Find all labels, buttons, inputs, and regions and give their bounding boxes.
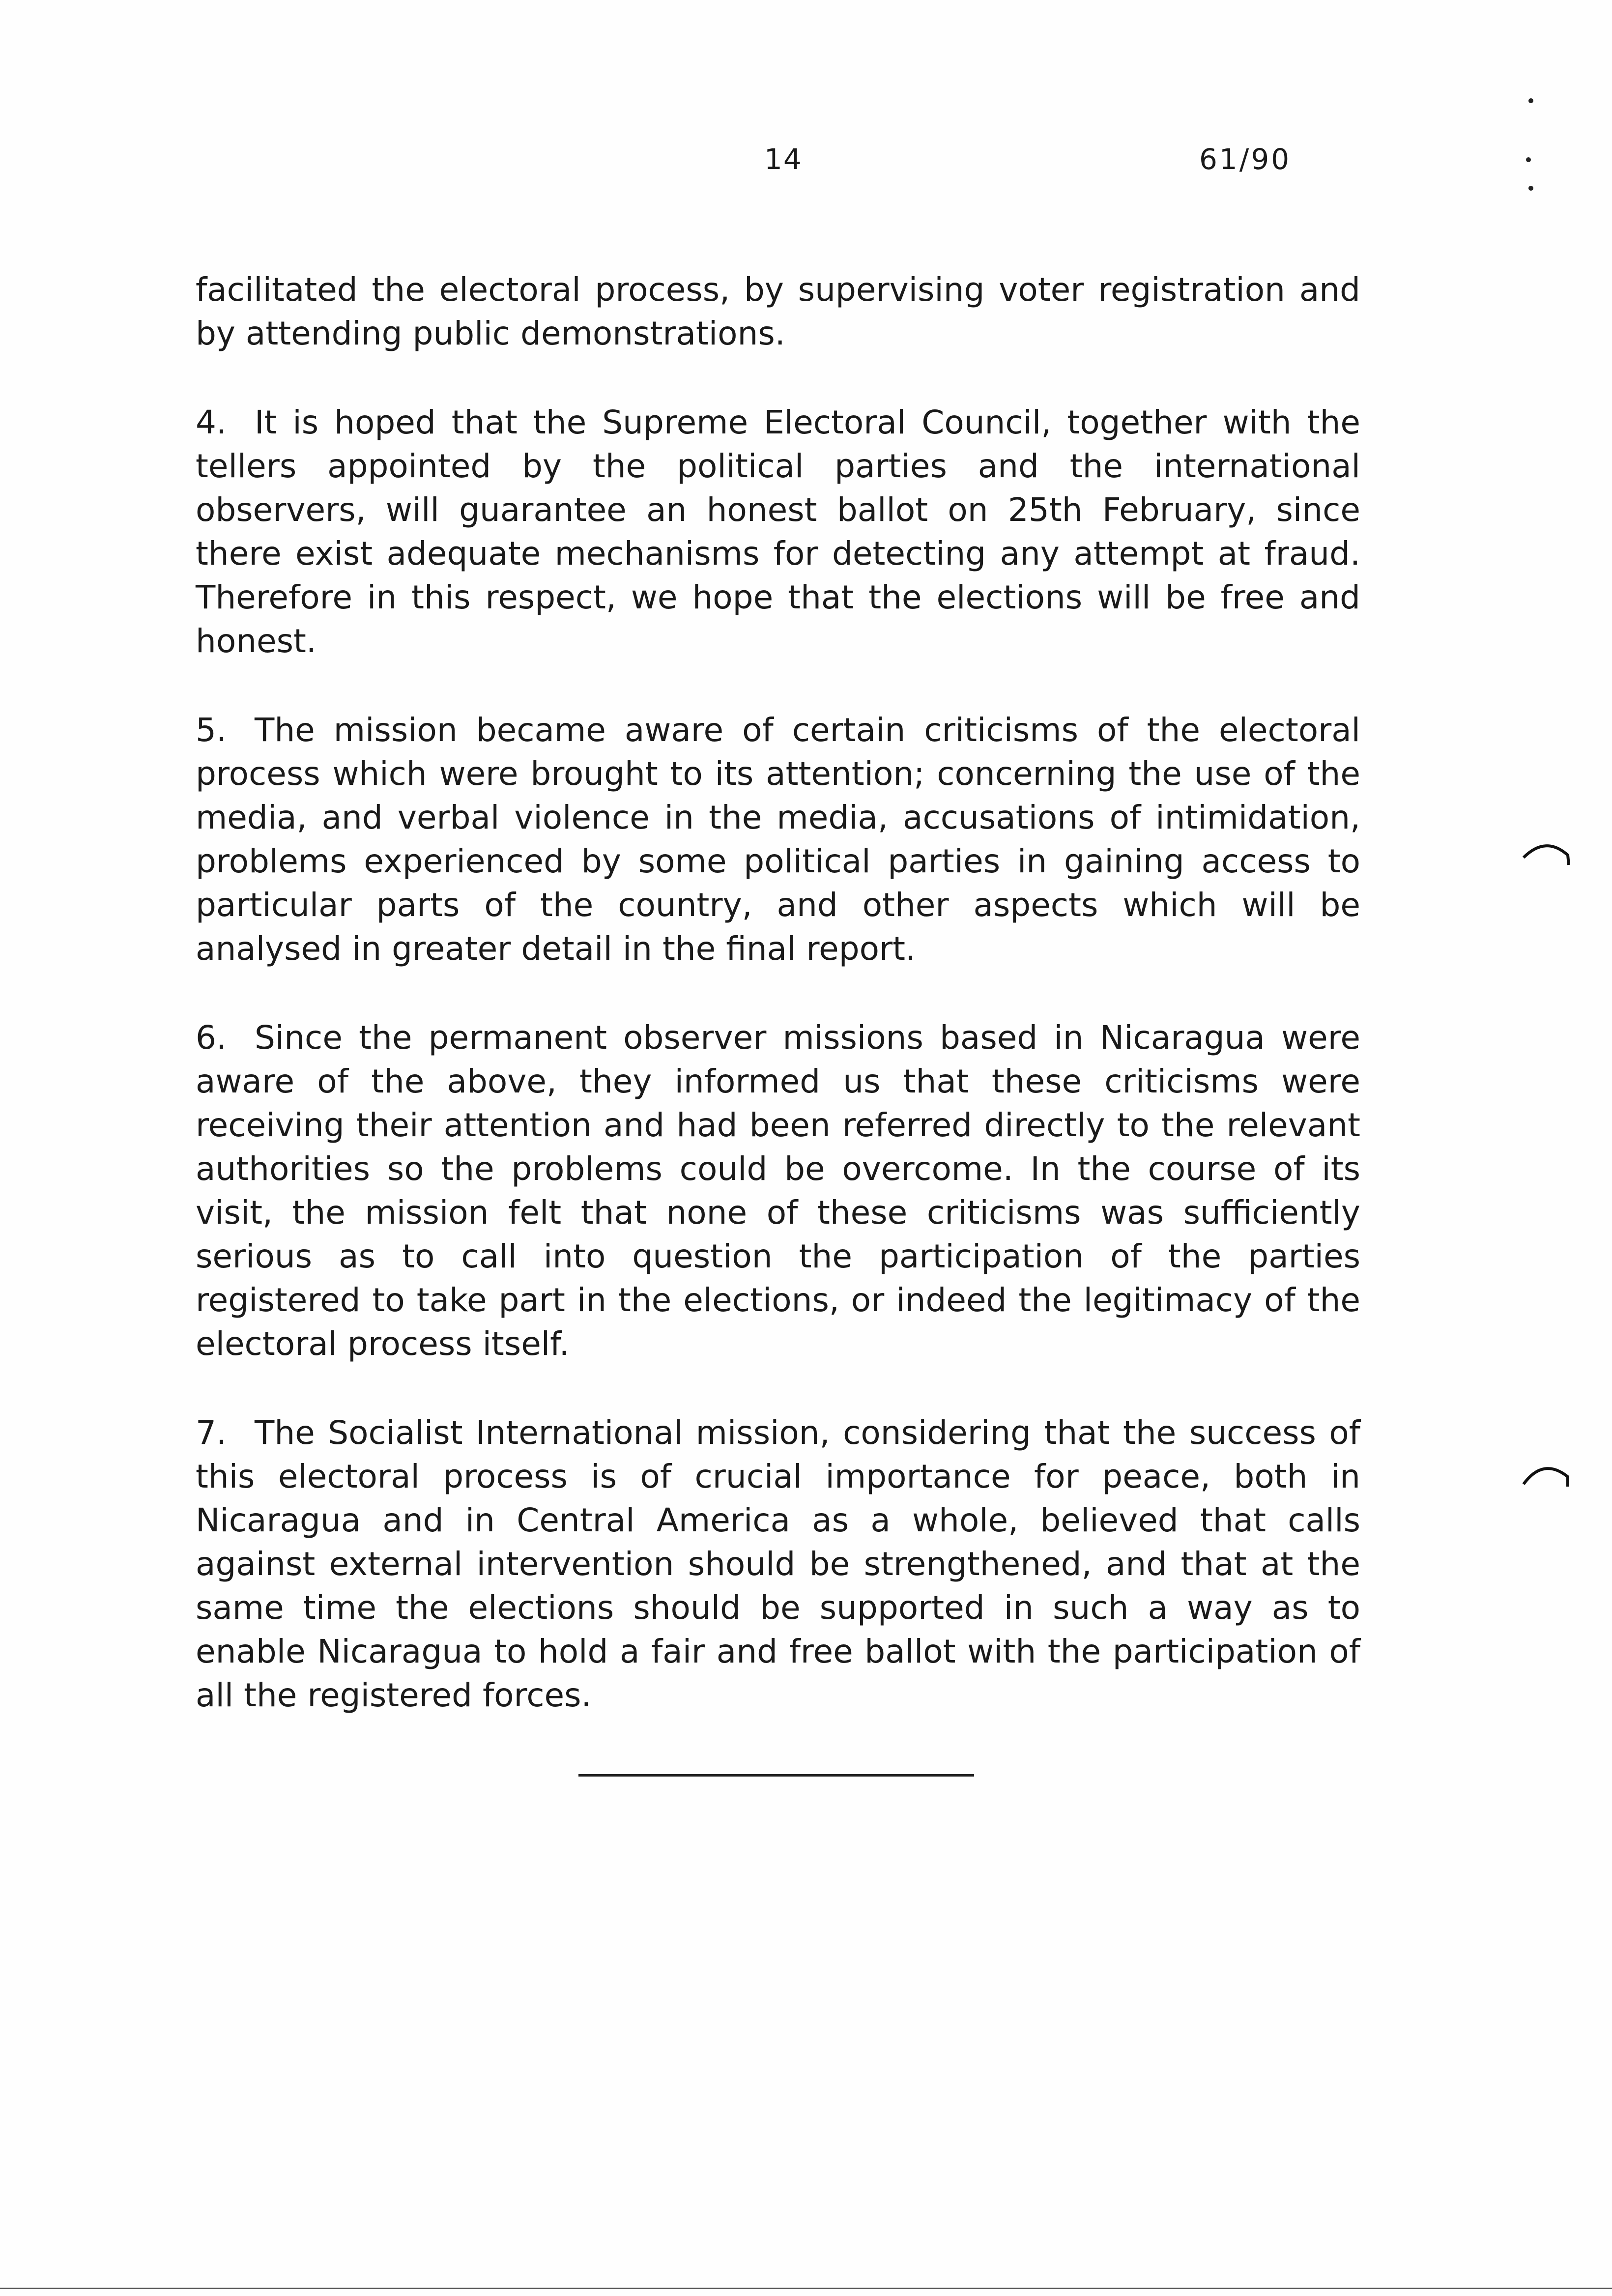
paragraph-text: Since the permanent observer missions based in Nicaragua were aware of the above, they informed us that these criticisms were receiving their attention and had been referred directly to the relevant authorities so the problems could be overcome. In the course of its visit, the mission felt that none of these criticisms was sufficiently serious as to call into question the participation of the parties registered to take part in the elections, or indeed the legitimacy of the electoral process itself. xyxy=(196,1019,1360,1363)
document-body xyxy=(196,268,1360,1762)
document-reference: 61/90 xyxy=(1199,143,1292,176)
scan-edge-line xyxy=(0,2288,1612,2289)
end-of-text-rule xyxy=(578,1774,974,1777)
paragraph-7 xyxy=(196,1411,1360,1717)
paragraph-number: 6. xyxy=(196,1019,227,1057)
paragraph-5 xyxy=(196,708,1360,971)
scan-speck xyxy=(1528,98,1533,103)
paragraph-text: The Socialist International mission, considering that the success of this electoral process is of crucial importance for peace, both in Nicaragua and in Central America as a whole, believed that calls against external intervention should be strengthened, and that at the same time the elections should be supported in such a way as to enable Nicaragua to hold a fair and free ballot with the participation of all the registered forces. xyxy=(196,1414,1360,1714)
scan-speck xyxy=(1526,157,1531,162)
page-number: 14 xyxy=(764,143,803,176)
paragraph-number: 7. xyxy=(196,1414,227,1452)
binder-hole-mark xyxy=(1519,835,1578,880)
paragraph-text: facilitated the electoral process, by supervising voter registration and by attending public demonstrations. xyxy=(196,271,1360,352)
paragraph-text: The mission became aware of certain criticisms of the electoral process which were brought to its attention; concerning the use of the media, and verbal violence in the media, accusations of intimidation, problems experienced by some political parties in gaining access to particular parts of the country, and other aspects which will be analysed in greater detail in the final report. xyxy=(196,711,1360,968)
paragraph-4 xyxy=(196,401,1360,663)
scan-speck xyxy=(1528,186,1533,191)
binder-hole-mark xyxy=(1519,1455,1578,1499)
paragraph-text: It is hoped that the Supreme Electoral Council, together with the tellers appointed by the political parties and the international observers, will guarantee an honest ballot on 25th February, since there exist adequate mechanisms for detecting any attempt at fraud. Therefore in this respect, we hope that the elections will be free and honest. xyxy=(196,403,1360,660)
paragraph-number: 4. xyxy=(196,403,227,441)
paragraph-continuation xyxy=(196,268,1360,355)
paragraph-6 xyxy=(196,1016,1360,1366)
paragraph-number: 5. xyxy=(196,711,227,749)
